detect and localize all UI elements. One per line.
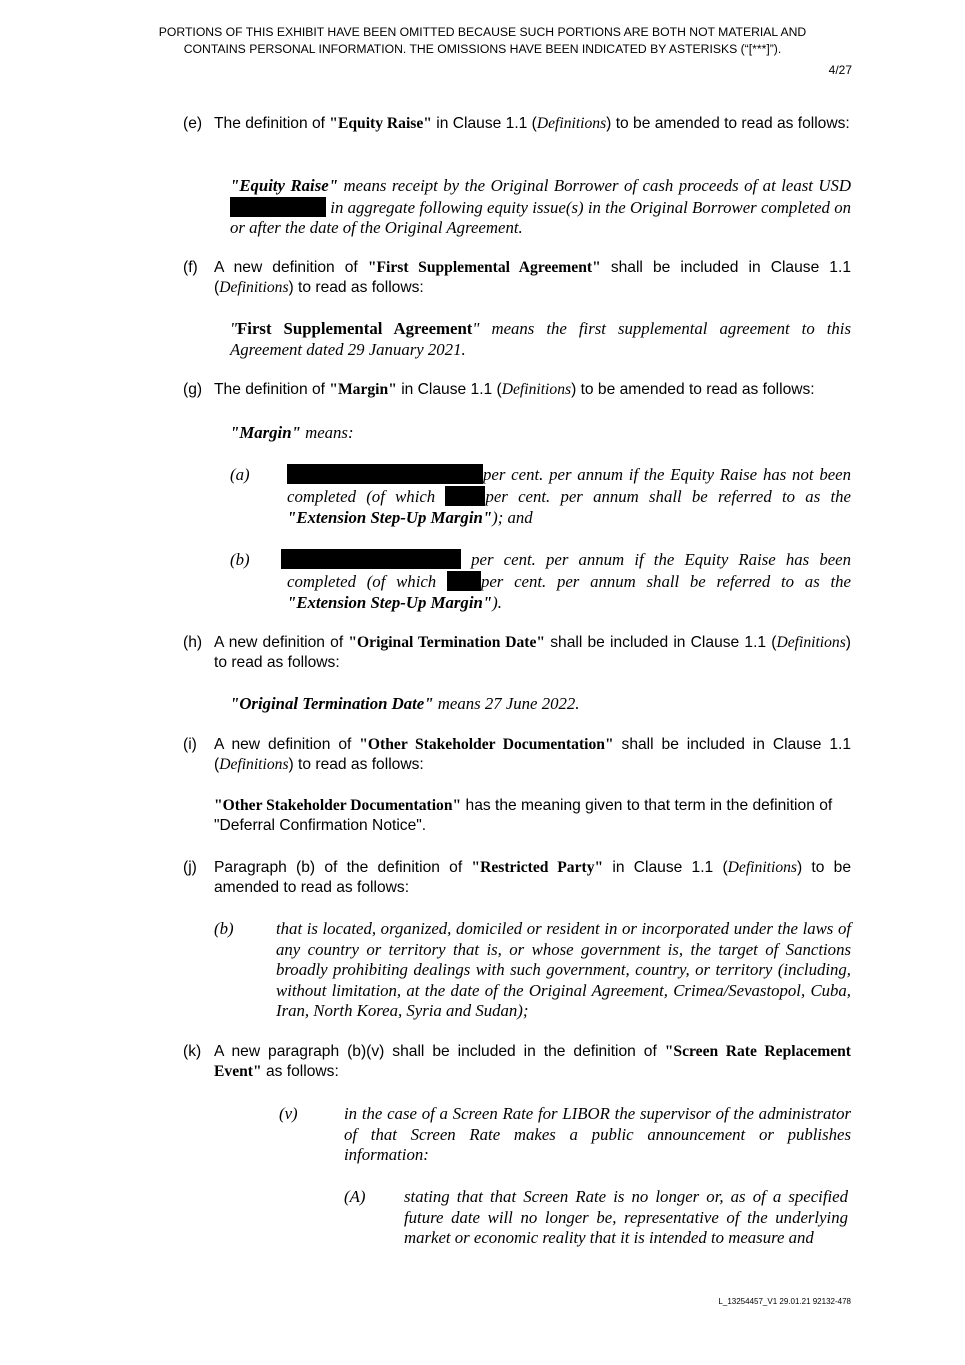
defined-term: "Extension Step-Up Margin" <box>287 508 493 527</box>
other-stakeholder-definition <box>214 796 851 836</box>
defined-term: "Other Stakeholder Documentation" <box>359 736 614 753</box>
margin-paragraph-a <box>230 464 851 529</box>
defined-term: "Other Stakeholder Documentation" <box>214 797 462 814</box>
clause-label: (e) <box>183 115 203 132</box>
redaction-block <box>230 197 326 217</box>
clause-label: (h) <box>183 634 203 651</box>
clause-text: The definition of <box>214 115 330 132</box>
defined-term: "Margin" <box>329 381 397 398</box>
clause-text: Paragraph (b) of the definition of <box>214 859 472 876</box>
paragraph-text: per cent. per annum if the Equity Raise has been completed (of which <box>287 550 851 591</box>
document-reference: L_13254457_V1 29.01.21 92132-478 <box>718 1297 851 1306</box>
clause-text: ) to be amended to read as follows: <box>606 115 850 132</box>
definition-text: " means the first supplemental agreement to this Agreement dated 29 January 2021. <box>230 319 851 359</box>
paragraph-label: (b) <box>214 919 234 938</box>
clause-label: (i) <box>183 736 197 753</box>
definition-text: means 27 June 2022. <box>433 694 580 713</box>
clause-k <box>183 1042 851 1082</box>
paragraph-text: that is located, organized, domiciled or resident in or incorporated under the laws of any country or territory that is, or whose government is, the target of Sanctions broadly prohibiting dealings with such government, country, or territory (including, without limitation, at the date of the Original Agreement, Crimea/Sevastopol, Cuba, Iran, North Korea, Syria and Sudan); <box>276 919 851 1021</box>
restricted-party-paragraph-b <box>214 919 851 1022</box>
paragraph-text: per cent. per annum if the Equity Raise has not been completed (of which <box>287 465 851 506</box>
paragraph-label: (A) <box>344 1187 366 1206</box>
redaction-notice-line-1: PORTIONS OF THIS EXHIBIT HAVE BEEN OMITTED BECAUSE SUCH PORTIONS ARE BOTH NOT MATERIAL AND <box>158 25 807 39</box>
clause-text: in Clause 1.1 ( <box>603 859 728 876</box>
definitions-ref: Definitions <box>776 634 846 651</box>
clause-text: shall be included in Clause 1.1 ( <box>545 634 777 651</box>
clause-text: shall be included in Clause 1.1 ( <box>214 736 852 773</box>
paragraph-label: (a) <box>230 465 250 484</box>
defined-term: "Screen Rate Replacement Event" <box>214 1043 851 1080</box>
paragraph-label: (v) <box>279 1104 298 1123</box>
clause-text: in Clause 1.1 ( <box>431 115 537 132</box>
definitions-ref: Definitions <box>727 859 797 876</box>
clause-f <box>183 258 851 298</box>
clause-text: in Clause 1.1 ( <box>396 381 502 398</box>
clause-text: ) to read as follows: <box>214 634 851 671</box>
paragraph-text: stating that that Screen Rate is no longer or, as of a specified future date will no longer be, representative of the underlying market or economic reality that it is intended to measure and <box>404 1187 848 1248</box>
defined-term: "First Supplemental Agreement" <box>367 259 601 276</box>
clause-g <box>183 380 851 400</box>
clause-text: A new definition of <box>214 736 360 753</box>
defined-term: "Equity Raise" <box>230 176 339 195</box>
page-number: 4/27 <box>828 63 852 77</box>
clause-label: (g) <box>183 381 203 398</box>
clause-label: (f) <box>183 259 198 276</box>
clause-j <box>183 858 851 898</box>
redaction-block <box>287 464 483 484</box>
margin-paragraph-b <box>230 549 851 614</box>
clause-i <box>183 735 851 775</box>
defined-term: "Margin" <box>230 423 301 442</box>
first-supplemental-definition <box>230 319 851 360</box>
original-termination-definition <box>230 694 851 715</box>
defined-term: "Original Termination Date" <box>230 694 434 713</box>
clause-e <box>183 114 851 134</box>
paragraph-label: (b) <box>230 550 250 569</box>
definition-text: means receipt by the Original Borrower of cash proceeds of at least USD <box>338 176 852 195</box>
paragraph-text: per cent. per annum shall be referred to as the <box>485 486 851 506</box>
definitions-ref: Definitions <box>219 756 289 773</box>
definitions-ref: Definitions <box>219 279 289 296</box>
redaction-block <box>281 549 461 569</box>
paragraph-text: per cent. per annum shall be referred to as the <box>480 571 851 591</box>
clause-text: ) to be amended to read as follows: <box>214 859 851 896</box>
clause-label: (k) <box>183 1043 202 1060</box>
clause-text: A new definition of <box>214 259 368 276</box>
equity-raise-definition <box>230 176 851 239</box>
redaction-block <box>445 486 485 506</box>
clause-text: shall be included in Clause 1.1 ( <box>214 259 851 296</box>
quote-mark: " <box>230 319 238 338</box>
clause-text: ) to read as follows: <box>288 756 424 773</box>
clause-text: A new paragraph (b)(v) shall be included in the definition of <box>214 1043 665 1060</box>
clause-text: ) to read as follows: <box>288 279 424 296</box>
clause-text: A new definition of <box>214 634 349 651</box>
paragraph-text: in the case of a Screen Rate for LIBOR the supervisor of the administrator of that Screen Rate makes a public announcement or publishes information: <box>344 1104 851 1165</box>
clause-text: ) to be amended to read as follows: <box>571 381 815 398</box>
clause-h <box>183 633 851 673</box>
screen-rate-paragraph-A <box>344 1187 848 1249</box>
defined-term: "Equity Raise" <box>329 115 432 132</box>
redaction-block <box>447 571 481 591</box>
definitions-ref: Definitions <box>501 381 572 398</box>
defined-term: First Supplemental Agreement <box>237 319 473 338</box>
paragraph-text: ); and <box>492 508 533 527</box>
definition-text: has the meaning given to that term in the definition of "Deferral Confirmation Notice". <box>214 797 833 834</box>
defined-term: "Original Termination Date" <box>348 634 546 651</box>
paragraph-text: ). <box>492 593 502 612</box>
redaction-notice <box>100 24 865 58</box>
clause-text: as follows: <box>261 1063 339 1080</box>
definitions-ref: Definitions <box>536 115 607 132</box>
defined-term: "Extension Step-Up Margin" <box>287 593 493 612</box>
margin-intro <box>230 423 530 444</box>
clause-label: (j) <box>183 859 197 876</box>
defined-term: "Restricted Party" <box>471 859 604 876</box>
redaction-notice-line-2: CONTAINS PERSONAL INFORMATION. THE OMISSIONS HAVE BEEN INDICATED BY ASTERISKS (“[***]”). <box>183 42 782 56</box>
clause-text: The definition of <box>214 381 330 398</box>
screen-rate-paragraph-v <box>279 1104 851 1166</box>
definition-text: means: <box>300 423 354 442</box>
definition-text: in aggregate following equity issue(s) in the Original Borrower completed on or after the date of the Original Agreement. <box>230 197 851 237</box>
